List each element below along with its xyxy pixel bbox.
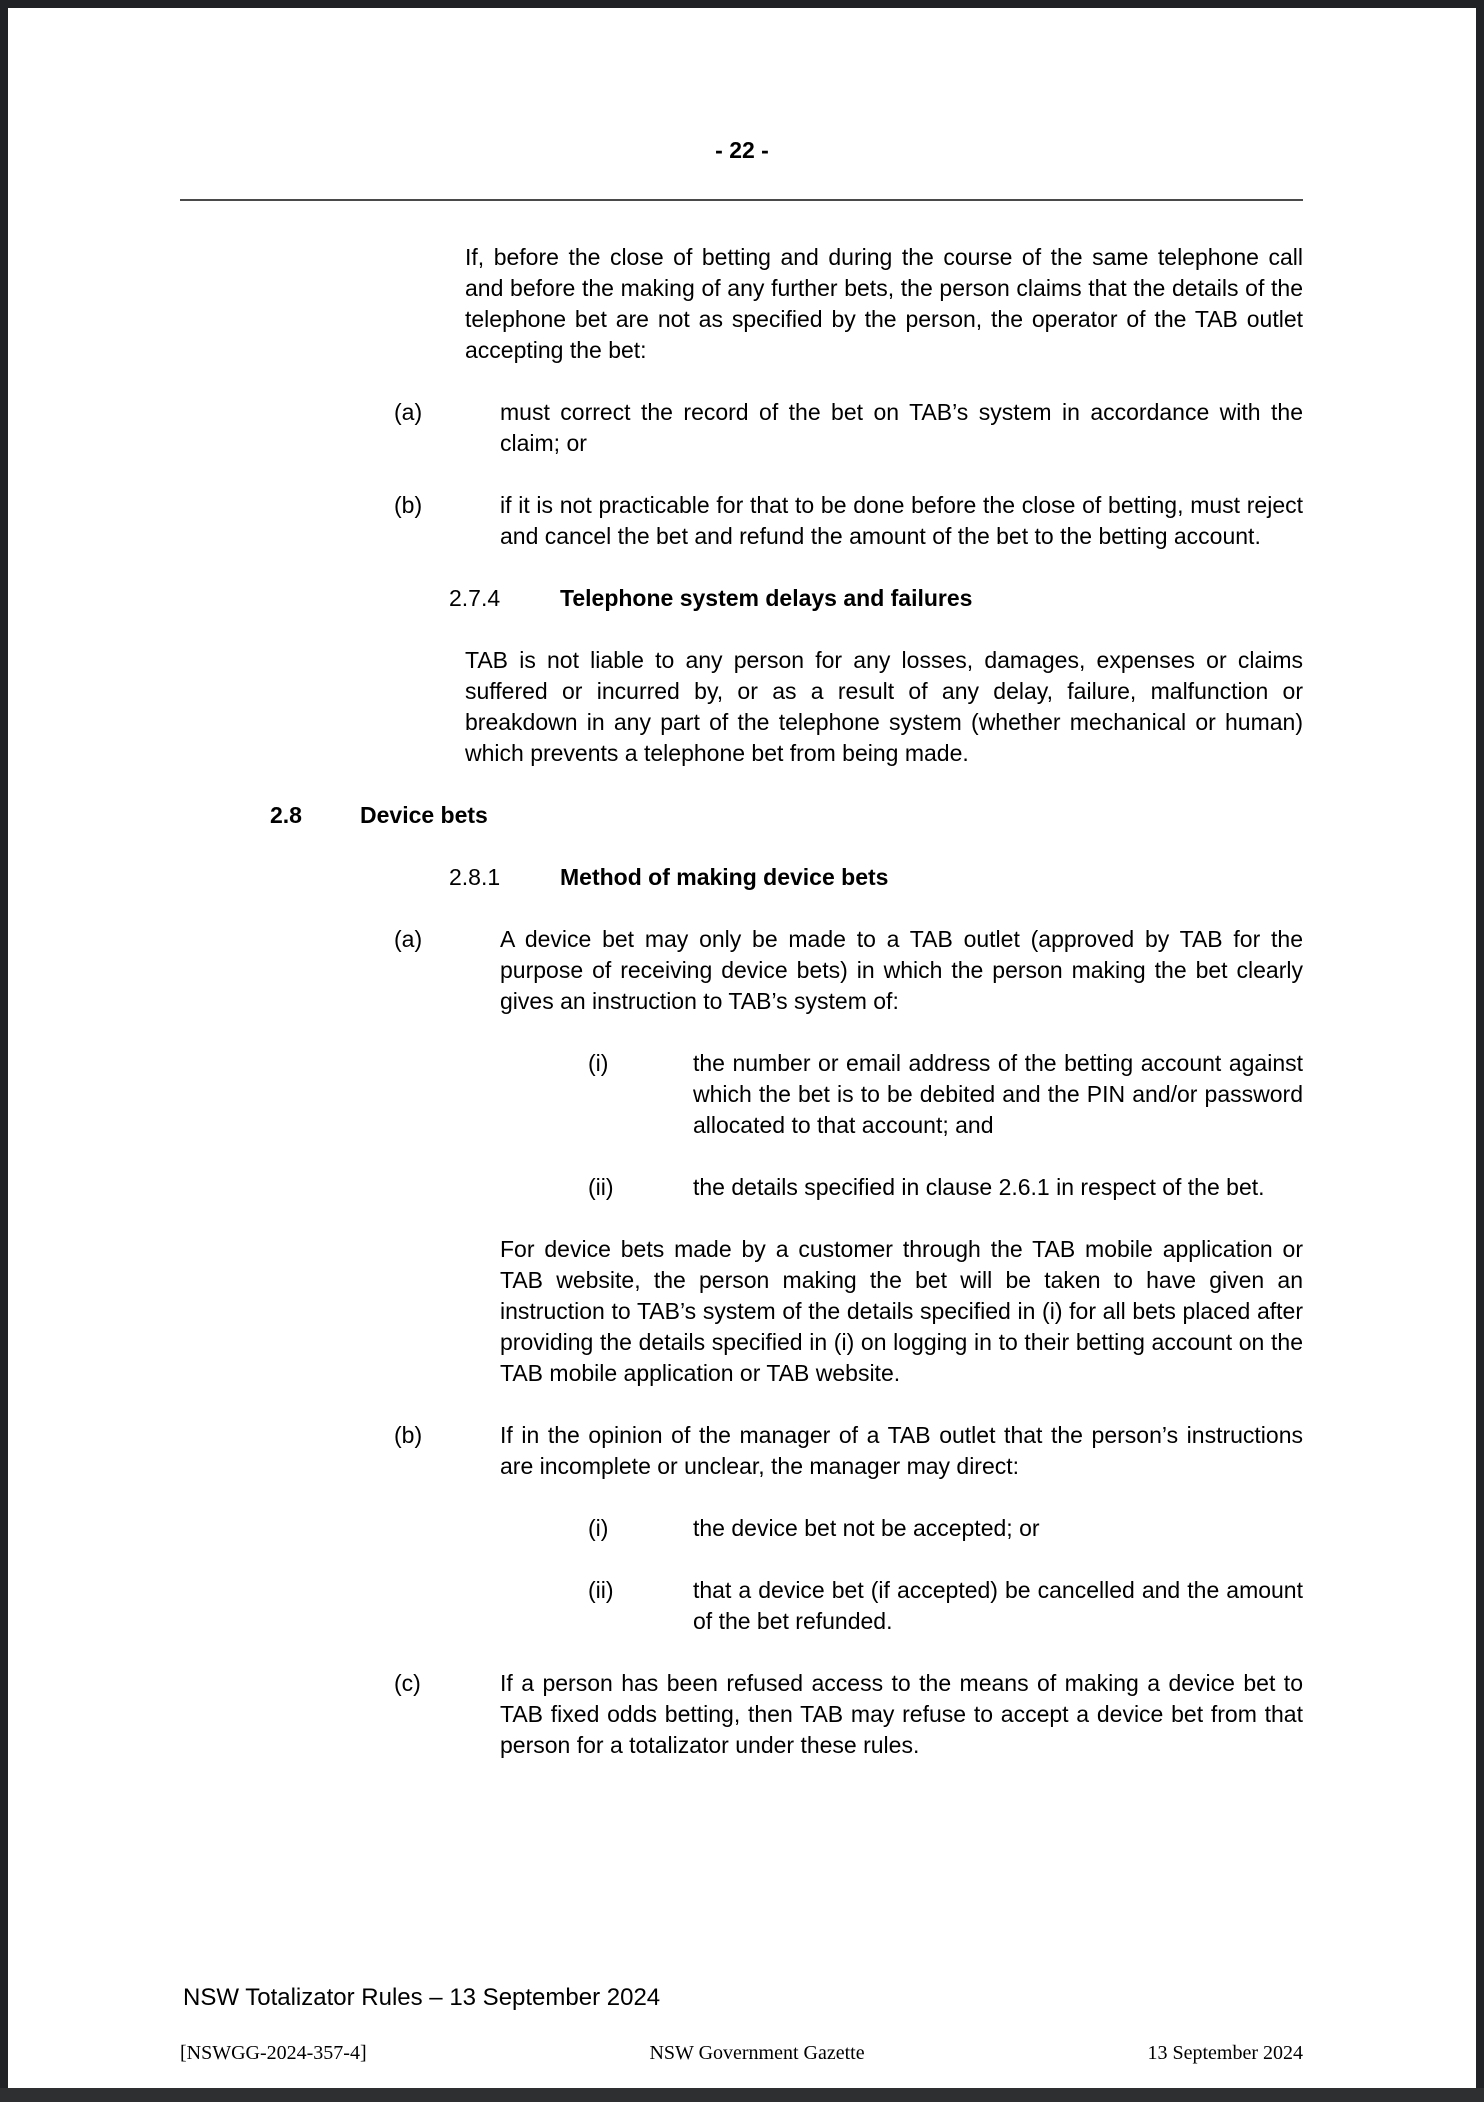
section-2-7-4-number: 2.7.4 [449, 585, 501, 611]
page-number: - 22 - [715, 137, 769, 163]
item-i-marker: (i) [588, 1050, 609, 1076]
clause-b [394, 490, 1303, 552]
header-rule [180, 199, 1303, 201]
item-ii-marker: (ii) [588, 1174, 614, 1200]
b-item-ii-marker: (ii) [588, 1577, 614, 1603]
device-clause-a-continuation [394, 1234, 1303, 1389]
clause-b-marker: (b) [394, 492, 423, 518]
section-2-8-1-heading [449, 862, 1476, 893]
b-item-ii-text: that a device bet (if accepted) be cancelled and the amount of the bet refunded. [693, 1577, 1303, 1634]
gazette-name: NSW Government Gazette [649, 2042, 865, 2064]
footer-gazette-row [180, 2040, 1303, 2066]
document-page [8, 8, 1476, 2088]
section-2-7-4-title: Telephone system delays and failures [560, 585, 973, 611]
section-2-7-4-body: TAB is not liable to any person for any losses, damages, expenses or claims suffered or incurred by, or as a result of any delay, failure, malfunction or breakdown in any part of the telephone system (whether mechanical or human) which prevents a telephone bet from being made. [465, 647, 1303, 766]
device-clause-b [394, 1420, 1303, 1482]
continuation-text: For device bets made by a customer through the TAB mobile application or TAB website, the person making the bet will be taken to have given an instruction to TAB’s system of the details specified in (i) for all bets placed after providing the details specified in (i) on logging in to their betting account on the TAB mobile application or TAB website. [500, 1236, 1303, 1386]
intro-paragraph: If, before the close of betting and during the course of the same telephone call and before the making of any further bets, the person claims that the details of the telephone bet are not as specified by the person, the operator of the TAB outlet accepting the bet: [465, 244, 1303, 363]
section-2-8-number: 2.8 [270, 802, 302, 828]
continuation-spacer [394, 1234, 500, 1389]
section-2-8-heading [270, 800, 1476, 831]
bottom-band [0, 2088, 1484, 2102]
device-clause-a-text: A device bet may only be made to a TAB outlet (approved by TAB for the purpose of receiving device bets) in which the person making the bet clearly gives an instruction to TAB’s system of: [500, 926, 1303, 1014]
item-ii-text: the details specified in clause 2.6.1 in respect of the bet. [693, 1174, 1265, 1200]
item-i-text: the number or email address of the betting account against which the bet is to be debited and the PIN and/or password allocated to that account; and [693, 1050, 1303, 1138]
clause-a-marker: (a) [394, 399, 423, 425]
device-clause-a-item-i [588, 1048, 1303, 1141]
clause-a [394, 397, 1303, 459]
b-item-i-text: the device bet not be accepted; or [693, 1515, 1040, 1541]
device-clause-c [394, 1668, 1303, 1761]
device-clause-a-item-ii [588, 1172, 1303, 1203]
gazette-date: 13 September 2024 [1147, 2042, 1303, 2064]
gazette-reference: [NSWGG-2024-357-4] [180, 2042, 367, 2064]
section-2-8-title: Device bets [360, 802, 488, 828]
device-clause-b-item-i [588, 1513, 1303, 1544]
device-clause-b-item-ii [588, 1575, 1303, 1637]
clause-a-text: must correct the record of the bet on TAB’s system in accordance with the claim; or [500, 399, 1303, 456]
device-clause-a [394, 924, 1303, 1017]
footer-rules-title: NSW Totalizator Rules – 13 September 2024 [183, 1984, 661, 2011]
clause-b-text: if it is not practicable for that to be done before the close of betting, must reject and cancel the bet and refund the amount of the bet to the betting account. [500, 492, 1303, 549]
device-clause-b-marker: (b) [394, 1422, 423, 1448]
b-item-i-marker: (i) [588, 1515, 609, 1541]
device-clause-b-text: If in the opinion of the manager of a TAB outlet that the person’s instructions are incomplete or unclear, the manager may direct: [500, 1422, 1303, 1479]
device-clause-c-text: If a person has been refused access to the means of making a device bet to TAB fixed odds betting, then TAB may refuse to accept a device bet from that person for a totalizator under these rules. [500, 1670, 1303, 1758]
device-clause-a-marker: (a) [394, 926, 423, 952]
section-2-8-1-title: Method of making device bets [560, 864, 889, 890]
device-clause-c-marker: (c) [394, 1670, 421, 1696]
section-2-8-1-number: 2.8.1 [449, 864, 501, 890]
section-2-7-4-heading [449, 583, 1476, 614]
